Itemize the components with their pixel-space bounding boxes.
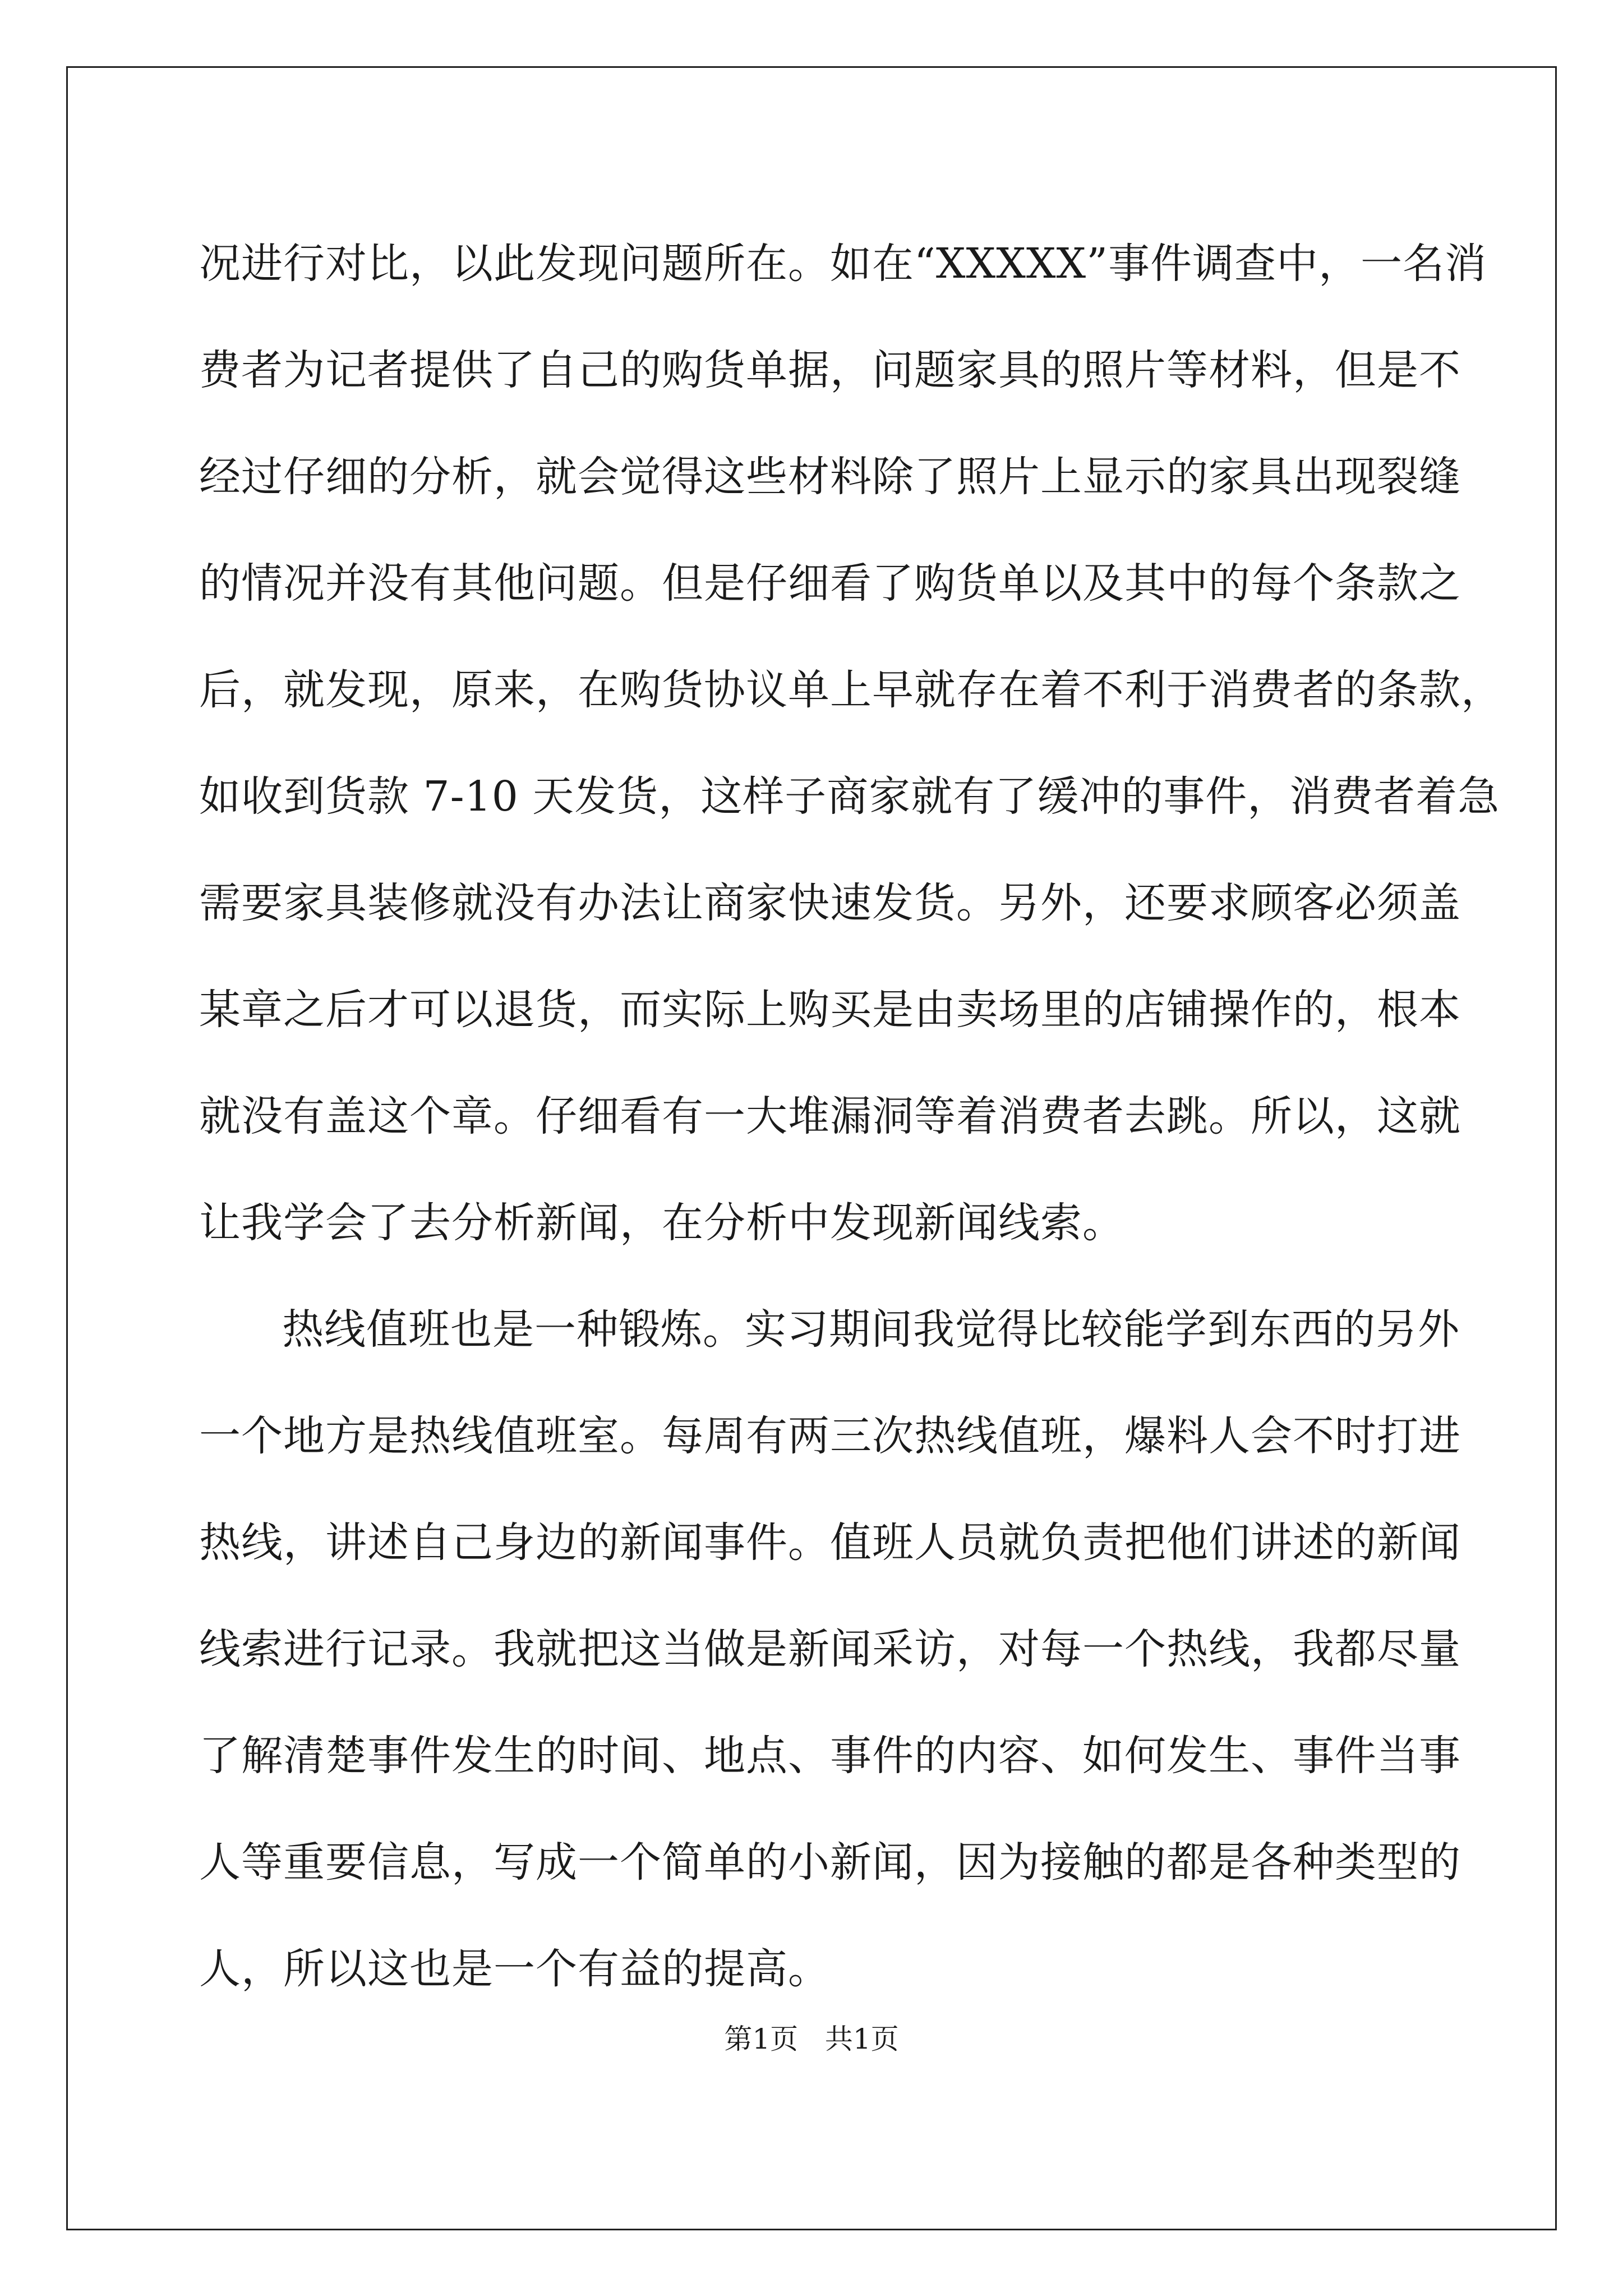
text-line: 了解清楚事件发生的时间、地点、事件的内容、如何发生、事件当事 [199, 1732, 1461, 1780]
text-line: 费者为记者提供了自己的购货单据，问题家具的照片等材料，但是不 [199, 346, 1461, 394]
text-line: 热线，讲述自己身边的新闻事件。值班人员就负责把他们讲述的新闻 [199, 1519, 1461, 1567]
text-line: 经过仔细的分析，就会觉得这些材料除了照片上显示的家具出现裂缝 [199, 453, 1461, 501]
text-line: 就没有盖这个章。仔细看有一大堆漏洞等着消费者去跳。所以，这就 [199, 1092, 1461, 1140]
text-line: 一个地方是热线值班室。每周有两三次热线值班，爆料人会不时打进 [199, 1412, 1461, 1460]
text-line: 的情况并没有其他问题。但是仔细看了购货单以及其中的每个条款之 [199, 559, 1461, 608]
text-line: 人等重要信息，写成一个简单的小新闻，因为接触的都是各种类型的 [199, 1838, 1461, 1887]
text-line-indented: 热线值班也是一种锻炼。实习期间我觉得比较能学到东西的另外 [282, 1305, 1460, 1354]
page-number-footer: 第1页 共1页 [724, 2023, 899, 2055]
text-line: 让我学会了去分析新闻，在分析中发现新闻线索。 [199, 1199, 1124, 1247]
text-line: 线索进行记录。我就把这当做是新闻采访，对每一个热线，我都尽量 [199, 1625, 1461, 1673]
text-line: 人，所以这也是一个有益的提高。 [199, 1945, 830, 1993]
text-line: 后，就发现，原来，在购货协议单上早就存在着不利于消费者的条款， [199, 666, 1503, 714]
document-body [199, 210, 1503, 2022]
text-line: 如收到货款 7-10 天发货，这样子商家就有了缓冲的事件，消费者着急 [199, 772, 1500, 821]
text-line: 况进行对比，以此发现问题所在。如在“XXXXX”事件调查中，一名消 [199, 240, 1487, 288]
text-line: 需要家具装修就没有办法让商家快速发货。另外，还要求顾客必须盖 [199, 879, 1461, 927]
text-line: 某章之后才可以退货，而实际上购买是由卖场里的店铺操作的，根本 [199, 986, 1461, 1034]
